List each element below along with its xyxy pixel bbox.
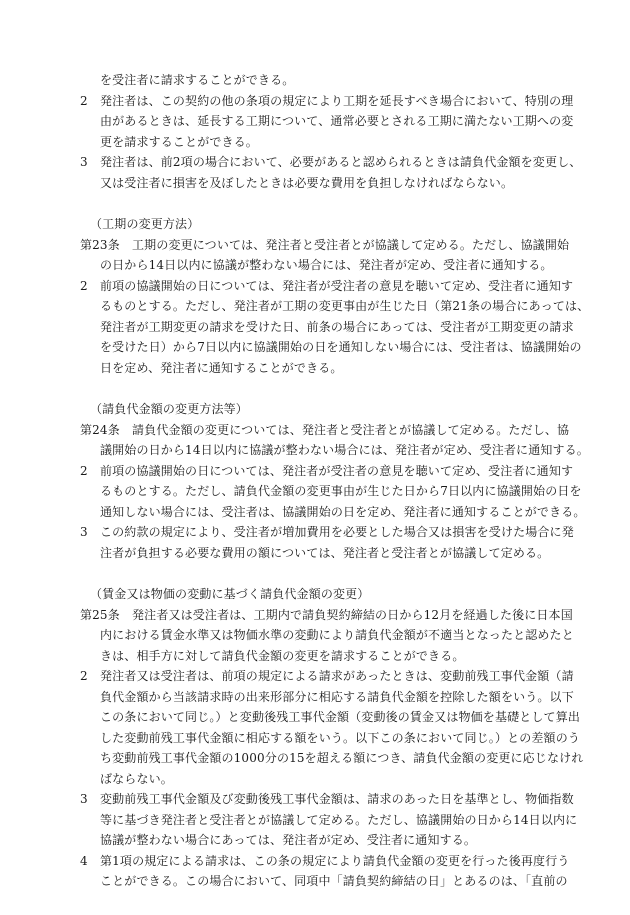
text-line: 発注者又は受注者は、前項の規定による請求があったときは、変動前残工事代金額（請 [100, 669, 574, 683]
text-line: 等に基づき発注者と受注者とが協議して定める。ただし、協議開始の日から14日以内に [100, 812, 578, 827]
clause-number: 3 [80, 525, 88, 539]
clause-number: 4 [80, 853, 88, 868]
text-line: 前項の協議開始の日については、発注者が受注者の意見を聴いて定め、受注者に通知す [100, 278, 574, 293]
text-line: した変動前残工事代金額に相応する額をいう。以下この条において同じ。）との差額のう [100, 730, 581, 745]
text-line: の日から14日以内に協議が整わない場合には、発注者が定め、受注者に通知する。 [100, 258, 553, 272]
text-line: 発注者が工期変更の請求を受けた日、前条の場合にあっては、受注者が工期変更の請求 [100, 319, 574, 334]
clause-number: 2 [80, 669, 88, 683]
text-line: ことができる。この場合において、同項中「請負契約締結の日」とあるのは、「直前の [100, 874, 568, 888]
text-line: 通知しない場合には、受注者は、協議開始の日を定め、発注者に通知することができる。 [100, 504, 586, 519]
text-line: 内における賃金水準又は物価水準の変動により請負代金額が不適当となったと認めたと [100, 628, 574, 642]
section-heading: （請負代金額の変更方法等） [90, 402, 248, 416]
article-23 [80, 235, 575, 276]
clause-number: 2 [80, 278, 88, 293]
text-line: 発注者は、この契約の他の条項の規定により工期を延長すべき場合において、特別の理 [100, 93, 574, 108]
text-line: ばならない。 [100, 771, 173, 786]
text-line: 第1項の規定による請求は、この条の規定により請負代金額の変更を行った後再度行う [100, 853, 570, 868]
clause-item [80, 276, 590, 379]
clause-item [80, 91, 575, 153]
text-line: 協議が整わない場合にあっては、発注者が定め、受注者に通知する。 [100, 833, 477, 847]
text-line: この条において同じ。）と変動後残工事代金額（変動後の賃金又は物価を基礎として算出 [100, 710, 581, 724]
article-24 [80, 420, 589, 461]
clause-item [80, 851, 575, 892]
clause-number: 3 [80, 155, 88, 169]
text-line: この約款の規定により、受注者が増加費用を必要とした場合又は損害を受けた場合に発 [100, 525, 574, 539]
clause-item [80, 666, 584, 789]
text-line: ち変動前残工事代金額の1000分の15を超える額につき、請負代金額の変更に応じなけれ [100, 751, 584, 765]
text-line: 発注者は、前2項の場合において、必要があると認められるときは請負代金額を変更し、 [100, 155, 582, 169]
article-25 [80, 605, 575, 667]
article-title-line: 第25条 発注者又は受注者は、工期内で請負契約締結の日から12月を経過した後に日本国 [80, 607, 573, 622]
clause-item [80, 522, 575, 563]
text-line: 前項の協議開始の日については、発注者が受注者の意見を聴いて定め、受注者に通知す [100, 463, 574, 478]
clause-number: 2 [80, 463, 88, 478]
text-line: 日を定め、発注者に通知することができる。 [100, 360, 343, 375]
text-line: を受けた日）から7日以内に協議開始の日を通知しない場合には、受注者は、協議開始の [100, 340, 582, 354]
text-line: きは、相手方に対して請負代金額の変更を請求することができる。 [100, 648, 465, 663]
article-title-line: 第24条 請負代金額の変更については、発注者と受注者とが協議して定める。ただし、協 [80, 422, 570, 437]
clause-item [80, 461, 586, 523]
text-line: るものとする。ただし、発注者が工期の変更事由が生じた日（第21条の場合にあっては、 [100, 299, 590, 313]
text-line: 由があるときは、延長する工期について、通常必要とされる工期に満たない工期への変 [100, 114, 574, 128]
clause-item [80, 152, 582, 193]
text-line: 変動前残工事代金額及び変動後残工事代金額は、請求のあった日を基準とし、物価指数 [100, 792, 574, 806]
clause-item [80, 789, 578, 851]
clause-number: 2 [80, 93, 88, 108]
text-line: 更を請求することができる。 [100, 134, 258, 149]
text-line: 議開始の日から14日以内に協議が整わない場合には、発注者が定め、受注者に通知する。 [100, 443, 589, 457]
article-title-line: 第23条 工期の変更については、発注者と受注者とが協議して定める。ただし、協議開始 [80, 237, 570, 252]
text-line: 負代金額から当該請求時の出来形部分に相応する請負代金額を控除した額をいう。以下 [100, 689, 574, 704]
text-line: を受注者に請求することができる。 [100, 73, 295, 87]
text-line: るものとする。ただし、請負代金額の変更事由が生じた日から7日以内に協議開始の日を [100, 484, 582, 498]
text-line: 又は受注者に損害を及ぼしたときは必要な費用を負担しなければならない。 [100, 175, 514, 190]
section-heading: （工期の変更方法） [90, 217, 200, 231]
text-line: 注者が負担する必要な費用の額については、発注者と受注者とが協議して定める。 [100, 545, 550, 560]
clause-number: 3 [80, 792, 88, 806]
section-heading: （賃金又は物価の変動に基づく請負代金額の変更） [90, 587, 370, 601]
